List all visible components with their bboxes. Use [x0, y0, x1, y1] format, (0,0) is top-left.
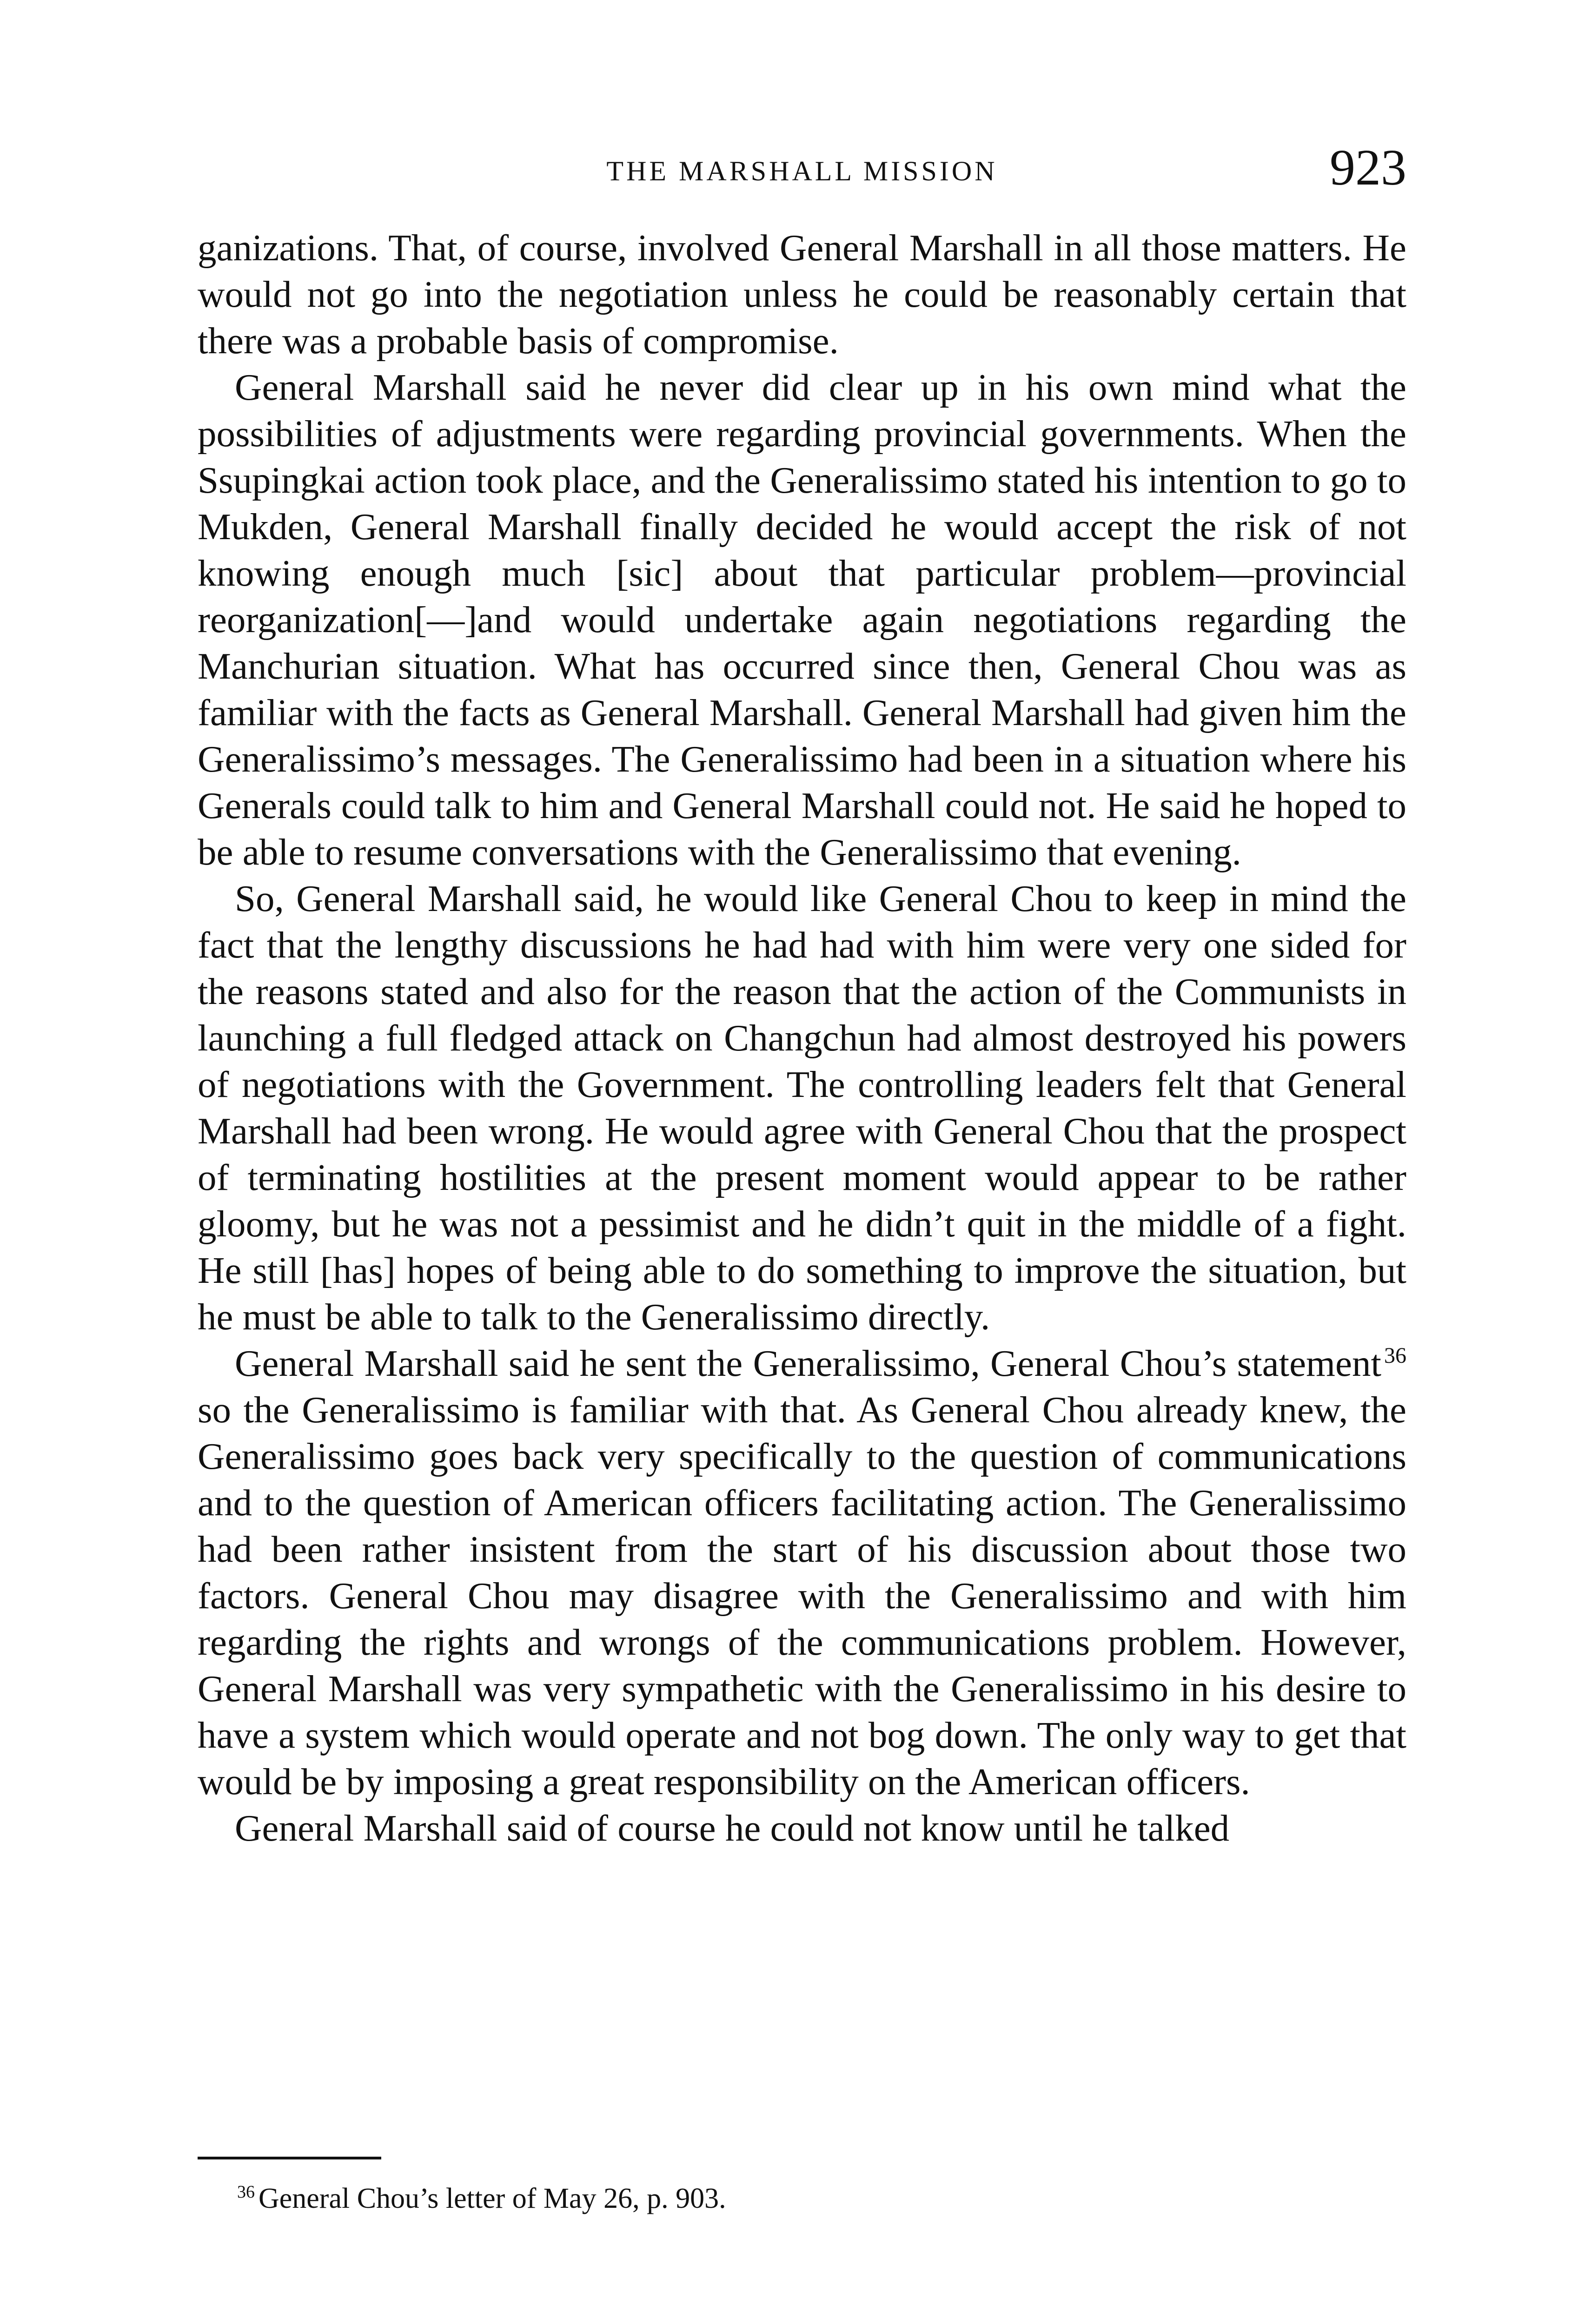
paragraph-2: General Marshall said he never did clear up in his own mind what the possibilities of adjustments were regarding provincial governments. When the Ssupingkai action took place, and the Generalissimo stated his intention to go to Mukden, General Marshall finally decided he would accept the risk of not knowing enough much [sic] about that particular problem—provincial reorganization[—]and would undertake again negotiations regarding the Manchurian situation. What has occurred since then, General Chou was as familiar with the facts as General Marshall. General Marshall had given him the Generalissimo’s messages. The Generalissimo had been in a situation where his Generals could talk to him and General Marshall could not. He said he hoped to be able to resume conversations with the Generalissimo that evening.	[198, 366, 1406, 873]
footnote-text: General Chou’s letter of May 26, p. 903.	[259, 2183, 726, 2214]
paragraph-4	[198, 1340, 1406, 1805]
footnote-number: 36	[237, 2182, 255, 2202]
paragraph-1: ganizations. That, of course, involved General Marshall in all those matters. He would not go into the negotiation unless he could be reasonably certain that there was a probable basis of compromise.	[198, 227, 1406, 362]
footnote-divider	[198, 2157, 381, 2159]
paragraph-3: So, General Marshall said, he would like General Chou to keep in mind the fact that the lengthy discussions he had had with him were very one sided for the reasons stated and also for the reason that the action of the Communists in launching a full fledged attack on Changchun had almost destroyed his powers of negotiations with the Government. The controlling leaders felt that General Marshall had been wrong. He would agree with General Chou that the prospect of terminating hostilities at the present moment would appear to be rather gloomy, but he was not a pessimist and he didn’t quit in the middle of a fight. He still [has] hopes of being able to do something to improve the situation, but he must be able to talk to the Generalissimo directly.	[198, 878, 1406, 1338]
paragraph-5: General Marshall said of course he could not know until he talked	[235, 1807, 1230, 1849]
footnote-reference: 36	[1384, 1343, 1406, 1368]
body-text	[198, 224, 1406, 1851]
running-head	[198, 139, 1406, 205]
paragraph-4-text-before-ref: General Marshall said he sent the Generalissimo, General Chou’s statement	[235, 1342, 1381, 1384]
paragraph-4-text-after-ref: so the Generalissimo is familiar with that. As General Chou already knew, the Generalissimo goes back very specifically to the question of communications and to the question of American officers facilitating action. The Generalissimo had been rather insistent from the start of his discussion about those two factors. General Chou may disagree with the Generalissimo and with him regarding the rights and wrongs of the communications problem. However, General Marshall was very sympathetic with the Generalissimo in his desire to have a system which would operate and not bog down. The only way to get that would be by imposing a great responsibility on the American officers.	[198, 1389, 1406, 1802]
page-number: 923	[1330, 139, 1406, 196]
footnote	[237, 2180, 1353, 2217]
running-title: THE MARSHALL MISSION	[606, 156, 998, 186]
